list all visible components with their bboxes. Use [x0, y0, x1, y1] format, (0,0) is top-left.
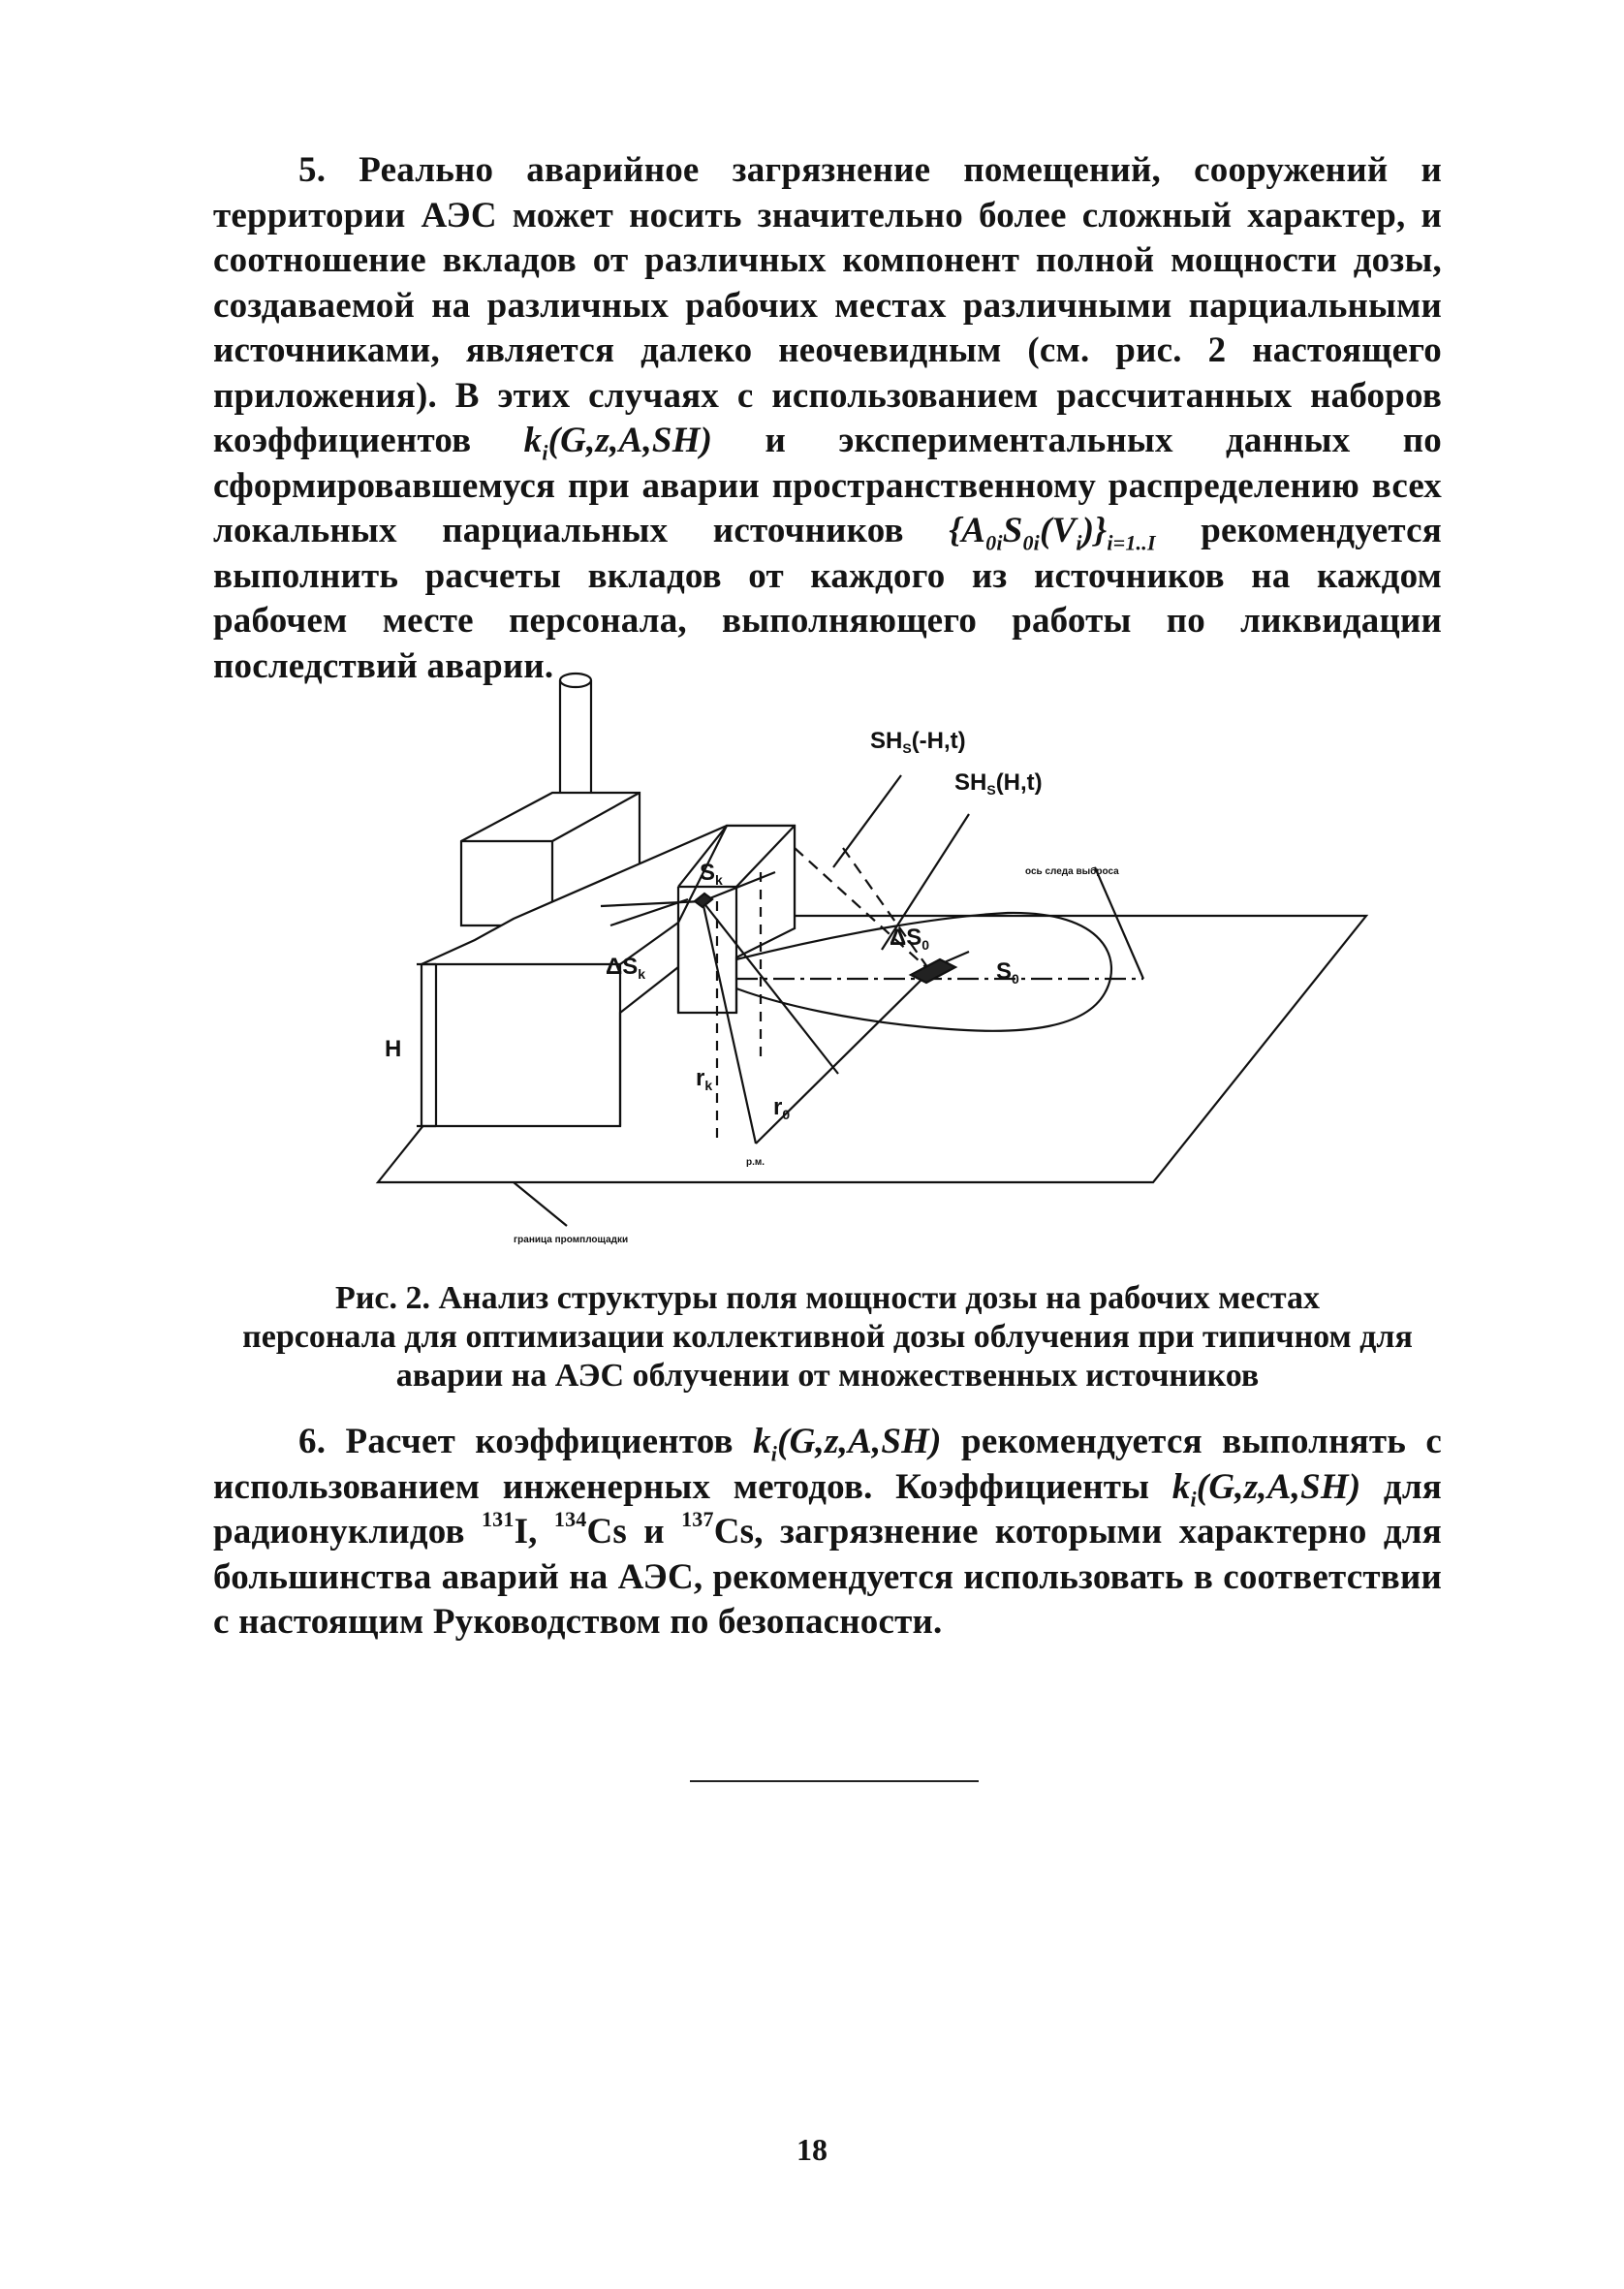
paragraph-5 — [213, 148, 1442, 689]
paragraph-text: загрязнение которыми характерно для большинства аварий на АЭС, рекомендуется использовать в соответствии с настоящим Руководством по безопасности. — [213, 1512, 1442, 1642]
rk-vector-label: $r_k$ — [696, 1065, 713, 1093]
formula-k: $k_i(G,z,A,SH)$ — [523, 421, 713, 465]
figure-caption — [213, 1279, 1442, 1395]
delta-s0-label: $\Delta S_0$ — [890, 925, 930, 953]
isotope-cs137: $^{137}$Cs, — [681, 1506, 764, 1552]
r0-vector-label: $r_0$ — [773, 1094, 791, 1122]
chimney-top — [560, 674, 591, 687]
figure-2-diagram — [271, 669, 1395, 1260]
isotope-cs134: $^{134}$Cs и — [553, 1506, 665, 1552]
caption-line: аварии на АЭС облучении от множественных источников — [395, 1358, 1260, 1394]
page-number: 18 — [796, 2132, 828, 2167]
height-h-label: H — [385, 1036, 402, 1062]
paragraph-text: для радионуклидов — [213, 1466, 1443, 1552]
caption-line: Рис. 2. Анализ структуры поля мощности дозы на рабочих местах — [335, 1280, 1320, 1316]
caption-line: персонала для оптимизации коллективной дозы облучения при типичном для — [242, 1319, 1413, 1355]
isotope-i131: $^{131}$I, — [481, 1506, 538, 1552]
separator-rule — [690, 1780, 979, 1782]
paragraph-text: и экспериментальных данных по сформировавшемуся при аварии пространственному распределению всех локальных парциальных источников — [213, 421, 1442, 550]
paragraph-6 — [213, 1420, 1442, 1646]
site-boundary-label: граница промплощадки — [514, 1235, 629, 1245]
trace-axis-label: ось следа выброса — [1025, 866, 1119, 877]
sh-plus-label: $SH_S(H,t)$ — [954, 769, 1043, 798]
sk-label: $S_k$ — [700, 860, 723, 888]
formula-k: $k_i(G,z,A,SH)$ — [753, 1422, 942, 1466]
sh-minus-label: $SH_S(-H,t)$ — [870, 728, 966, 756]
paragraph-number: 5. — [298, 150, 327, 190]
delta-sk-label: $\Delta S_k$ — [606, 954, 646, 982]
paragraph-text: Расчет коэффициентов — [345, 1422, 734, 1461]
paragraph-text: Реально аварийное загрязнение помещений, сооружений и территории АЭС может носить значительно более сложный характер, и соотношение вкладов от различных компонент полной мощности дозы, создаваемой на различных рабочих местах различными парциальными источниками, является далеко неочевидным (см. рис. 2 настоящего приложения). В этих случаях с использованием рассчитанных наборов коэффициентов — [213, 150, 1443, 460]
formula-k: $k_i(G,z,A,SH)$ — [1171, 1466, 1361, 1511]
paragraph-text: рекомендуется выполнять с использованием инженерных методов. Коэффициенты — [213, 1422, 1443, 1507]
paragraph-number: 6. — [298, 1422, 327, 1461]
s0-label: $S_0$ — [996, 958, 1019, 987]
workplace-label: р.м. — [746, 1157, 765, 1168]
formula-source-set: $\{A_{0i}S_{0i}(V_i)\}_{i=1..I}$ — [949, 511, 1156, 555]
paragraph-text: рекомендуется выполнить расчеты вкладов от каждого из источников на каждом рабочем месте персонала, выполняющего работы по ликвидации последствий аварии. — [213, 511, 1443, 686]
